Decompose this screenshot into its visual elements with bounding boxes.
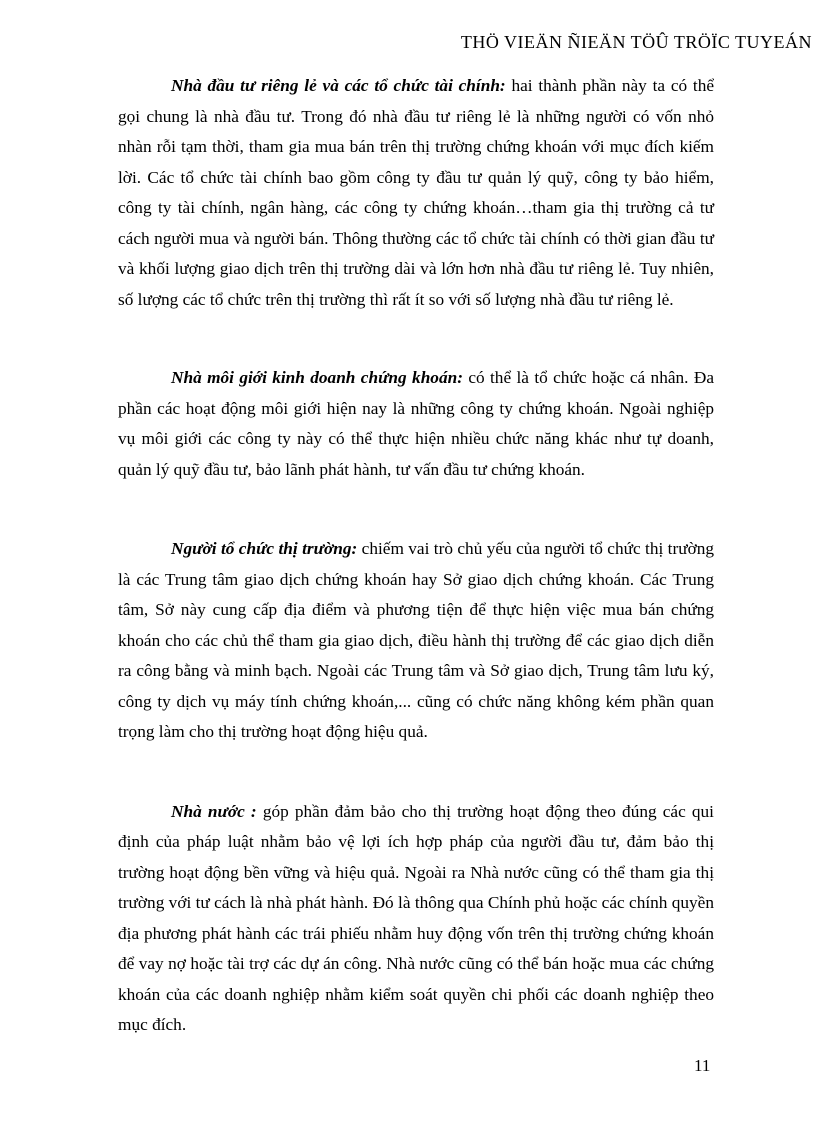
paragraph-lead: Nhà nước : [171,801,257,821]
paragraph-state [118,797,714,1041]
paragraph-lead: Nhà đầu tư riêng lẻ và các tổ chức tài chính: [171,76,506,95]
paragraph-text: góp phần đảm bảo cho thị trường hoạt động theo đúng các qui định của pháp luật nhằm bảo vệ lợi ích hợp pháp của người đầu tư, đảm bảo thị trường hoạt động bền vững và hiệu quả. Ngoài ra Nhà nước cũng có thể tham gia thị trường với tư cách là nhà phát hành. Đó là thông qua Chính phủ hoặc các chính quyền địa phương phát hành các trái phiếu nhằm huy động vốn trên thị trường chứng khoán để vay nợ hoặc tài trợ các dự án công. Nhà nước cũng có thể bán hoặc mua các chứng khoán của các doanh nghiệp nhằm kiểm soát quyền chi phối các doanh nghiệp theo mục đích. [118,801,714,1034]
page-number: 11 [694,1056,711,1075]
page-header: THÖ VIEÄN ÑIEÄN TÖÛ TRÖÏC TUYEÁN [460,32,812,52]
paragraph-brokers [118,363,714,485]
paragraph-text: có thể là tổ chức hoặc cá nhân. Đa phần các hoạt động môi giới hiện nay là những công ty chứng khoán. Ngoài nghiệp vụ môi giới các công ty này có thể thực hiện nhiều chức năng khác như tự doanh, quản lý quỹ đầu tư, bảo lãnh phát hành, tư vấn đầu tư chứng khoán. [118,368,714,479]
paragraph-text: hai thành phần này ta có thể gọi chung là nhà đầu tư. Trong đó nhà đầu tư riêng lẻ là những người có vốn nhỏ nhàn rỗi tạm thời, tham gia mua bán trên thị trường chứng khoán với mục đích kiếm lời. Các tổ chức tài chính bao gồm công ty đầu tư quản lý quỹ, công ty bảo hiểm, công ty tài chính, ngân hàng, các công ty chứng khoán…tham gia thị trường cả tư cách người mua và người bán. Thông thường các tổ chức tài chính có thời gian đầu tư và khối lượng giao dịch trên thị trường dài và lớn hơn nhà đầu tư riêng lẻ. Tuy nhiên, số lượng các tổ chức trên thị trường thì rất ít so với số lượng nhà đầu tư riêng lẻ. [118,76,715,309]
paragraph-text: chiếm vai trò chủ yếu của người tổ chức thị trường là các Trung tâm giao dịch chứng khoán hay Sở giao dịch chứng khoán. Các Trung tâm, Sở này cung cấp địa điểm và phương tiện để thực hiện việc mua bán chứng khoán cho các chủ thể tham gia giao dịch, điều hành thị trường để các giao dịch diễn ra công bằng và minh bạch. Ngoài các Trung tâm và Sở giao dịch, Trung tâm lưu ký, công ty dịch vụ máy tính chứng khoán,... cũng có chức năng không kém phần quan trọng làm cho thị trường hoạt động hiệu quả. [118,539,715,741]
paragraph-lead: Người tổ chức thị trường: [171,539,358,558]
paragraph-market-organizer [118,534,714,748]
paragraph-investors [118,71,714,315]
paragraph-lead: Nhà môi giới kinh doanh chứng khoán: [171,368,463,387]
document-body [118,71,714,1041]
